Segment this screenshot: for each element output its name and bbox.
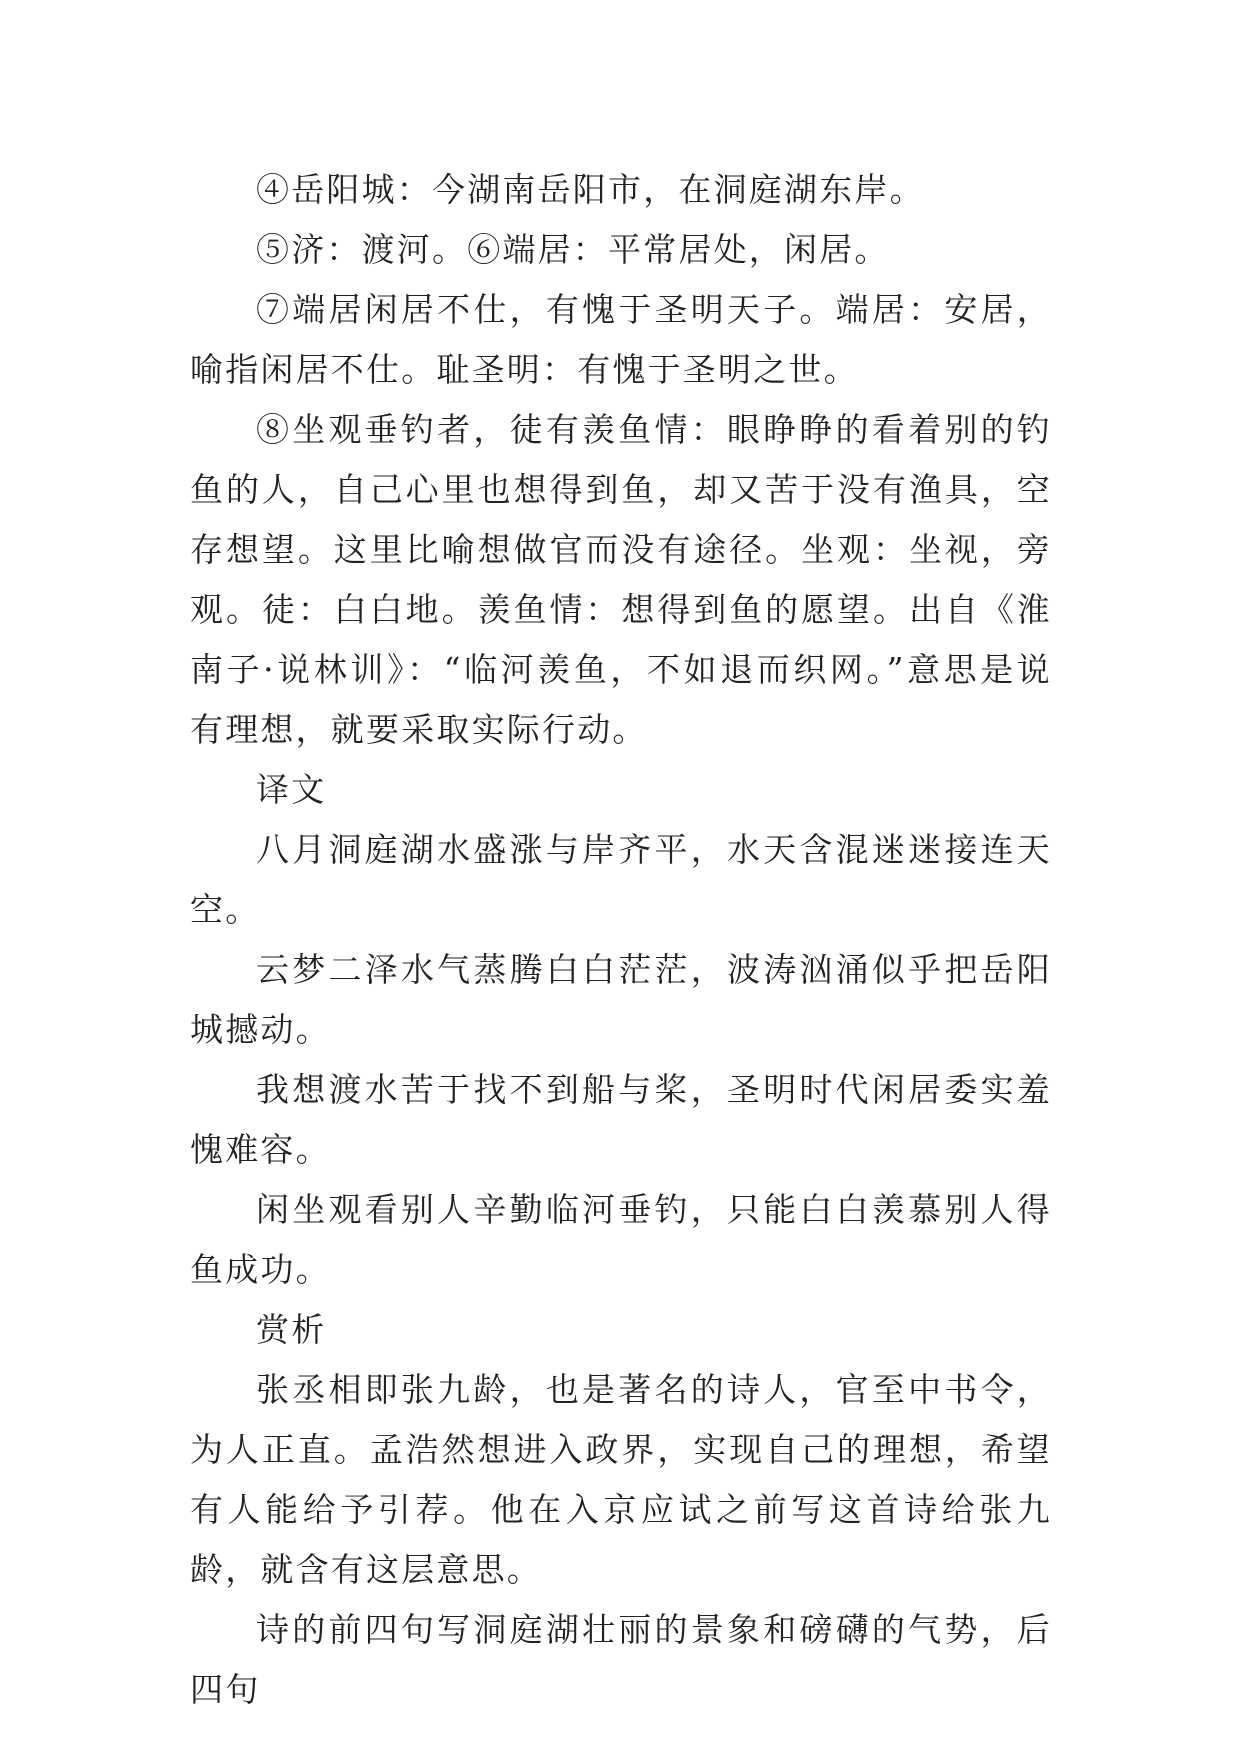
translation-line-3: 我想渡水苦于找不到船与桨，圣明时代闲居委实羞愧难容。: [190, 1070, 1052, 1169]
appreciation-paragraph-2: 诗的前四句写洞庭湖壮丽的景象和磅礴的气势，后四句: [190, 1610, 1052, 1709]
translation-line-2: 云梦二泽水气蒸腾白白茫茫，波涛汹涌似乎把岳阳城撼动。: [190, 950, 1052, 1049]
note-7-duanju: ⑦端居闲居不仕，有愧于圣明天子。端居：安居，喻指闲居不仕。耻圣明：有愧于圣明之世。: [190, 290, 1052, 389]
section-heading-translation: 译文: [256, 770, 327, 809]
note-5-6-ji-duanju: ⑤济：渡河。⑥端居：平常居处，闲居。: [256, 230, 890, 269]
appreciation-paragraph-1: 张丞相即张九龄，也是著名的诗人，官至中书令，为人正直。孟浩然想进入政界，实现自己的理想，希望有人能给予引荐。他在入京应试之前写这首诗给张九龄，就含有这层意思。: [190, 1370, 1052, 1589]
note-4-yueyang: ④岳阳城：今湖南岳阳市，在洞庭湖东岸。: [256, 170, 925, 209]
document-body: [190, 160, 1052, 1720]
translation-line-4: 闲坐观看别人辛勤临河垂钓，只能白白羡慕别人得鱼成功。: [190, 1190, 1052, 1289]
note-8-zuoguan: ⑧坐观垂钓者，徒有羡鱼情：眼睁睁的看着别的钓鱼的人，自己心里也想得到鱼，却又苦于没有渔具，空存想望。这里比喻想做官而没有途径。坐观：坐视，旁观。徒：白白地。羡鱼情：想得到鱼的愿望。出自《淮南子·说林训》：“临河羡鱼，不如退而织网。”意思是说有理想，就要采取实际行动。: [190, 410, 1052, 749]
section-heading-appreciation: 赏析: [256, 1310, 327, 1349]
translation-line-1: 八月洞庭湖水盛涨与岸齐平，水天含混迷迷接连天空。: [190, 830, 1052, 929]
